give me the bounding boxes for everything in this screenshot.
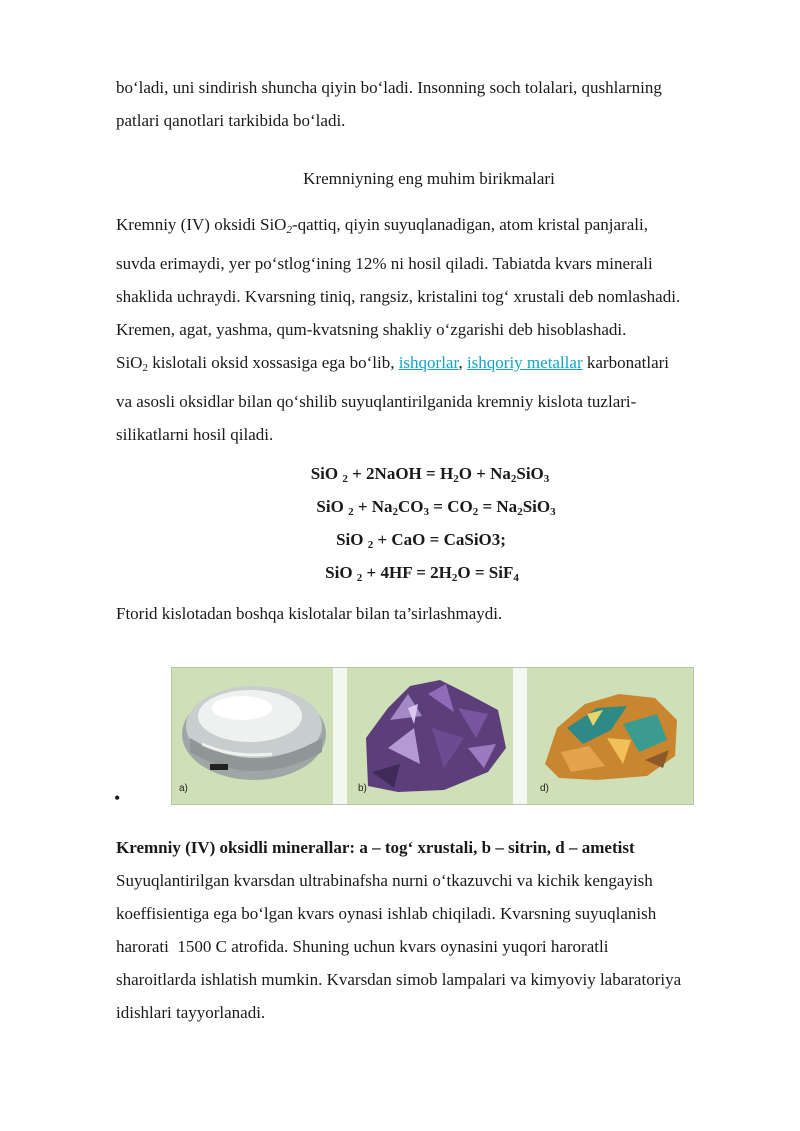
silicon-oxide-paragraph bbox=[116, 208, 756, 451]
eq-part: = CO bbox=[429, 497, 473, 516]
para2-line-4: Kremen, agat, yashma, qum-kvatsning shakliy o‘zgarishi deb hisoblashadi. bbox=[116, 320, 627, 339]
equation-2 bbox=[6, 493, 800, 526]
text-span: karbonatlari bbox=[582, 353, 670, 372]
subscript: 3 bbox=[423, 506, 430, 518]
section-heading: Kremniyning eng muhim birikmalari bbox=[303, 169, 555, 188]
para4-line-1: Suyuqlantirilgan kvarsdan ultrabinafsha nurni o‘tkazuvchi va kichik kengayish bbox=[116, 871, 653, 890]
subscript: 2 bbox=[367, 539, 374, 551]
subscript: 4 bbox=[513, 572, 519, 584]
quartz-glass-paragraph bbox=[116, 864, 756, 1029]
panel-label-a: a) bbox=[179, 783, 188, 794]
para2-line-3: shaklida uchraydi. Kvarsning tiniq, rangsiz, kristalini tog‘ xrustali deb nomlashadi. bbox=[116, 287, 681, 306]
eq-part: CO bbox=[398, 497, 424, 516]
subscript: 2 bbox=[348, 506, 354, 518]
subscript: 2 bbox=[510, 473, 517, 485]
eq-part: SiO bbox=[310, 464, 343, 483]
subscript: 2 bbox=[286, 224, 292, 236]
minerals-figure bbox=[171, 667, 694, 805]
subscript: 3 bbox=[543, 473, 550, 485]
panel-label-b: b) bbox=[358, 783, 367, 794]
list-bullet: • bbox=[114, 788, 121, 808]
subscript: 3 bbox=[550, 506, 556, 518]
para2-line-6: va asosli oksidlar bilan qo‘shilib suyuqlantirilganida kremniy kislota tuzlari- bbox=[116, 392, 637, 411]
subscript: 2 bbox=[142, 362, 148, 374]
subscript: 2 bbox=[356, 572, 363, 584]
equation-1 bbox=[0, 460, 800, 493]
panel-label-d: d) bbox=[540, 783, 549, 794]
panel-separator bbox=[513, 668, 527, 804]
text-span: -qattiq, qiyin suyuqlanadigan, atom kristal panjarali, bbox=[291, 215, 648, 234]
intro-paragraph bbox=[116, 71, 756, 137]
eq-part: SiO bbox=[325, 563, 357, 582]
eq-part: + 4HF = 2H bbox=[362, 563, 452, 582]
para2-line-5 bbox=[116, 346, 756, 385]
intro-line-1: bo‘ladi, uni sindirish shuncha qiyin bo‘ladi. Insonning soch tolalari, qushlarning bbox=[116, 78, 662, 97]
eq-part: O + Na bbox=[458, 464, 511, 483]
eq-part: O = SiF bbox=[457, 563, 514, 582]
para2-line-7: silikatlarni hosil qiladi. bbox=[116, 425, 274, 444]
panel-separator bbox=[333, 668, 347, 804]
para4-line-3: harorati 1500 C atrofida. Shuning uchun kvars oynasini yuqori haroratli bbox=[116, 937, 609, 956]
text-span: , bbox=[458, 353, 467, 372]
amethyst-cluster-image bbox=[348, 668, 518, 804]
subscript: 2 bbox=[453, 473, 459, 485]
text-span: SiO bbox=[116, 353, 143, 372]
eq-part: = Na bbox=[478, 497, 518, 516]
equation-3 bbox=[0, 526, 800, 559]
para2-line-1 bbox=[116, 208, 756, 247]
text-span: Kremniy (IV) oksidi SiO bbox=[116, 215, 287, 234]
eq-part: + CaO = CaSiO3; bbox=[373, 530, 506, 549]
eq-part: SiO bbox=[522, 497, 551, 516]
eq-part: + Na bbox=[353, 497, 393, 516]
text-span: kislotali oksid xossasiga ega bo‘lib, bbox=[147, 353, 399, 372]
subscript: 2 bbox=[451, 572, 458, 584]
subscript: 2 bbox=[342, 473, 348, 485]
para2-line-2: suvda erimaydi, yer po‘stlog‘ining 12% ni hosil qiladi. Tabiatda kvars minerali bbox=[116, 254, 653, 273]
rock-crystal-image bbox=[172, 668, 332, 804]
subscript: 2 bbox=[472, 506, 479, 518]
para4-line-2: koeffisientiga ega bo‘lgan kvars oynasi ishlab chiqiladi. Kvarsning suyuqlanish bbox=[116, 904, 657, 923]
eq-part: SiO bbox=[516, 464, 544, 483]
link-ishqorlar[interactable]: ishqorlar bbox=[398, 353, 459, 372]
agate-mineral-image bbox=[527, 668, 693, 804]
intro-line-2: patlari qanotlari tarkibida bo‘ladi. bbox=[116, 111, 346, 130]
link-ishqoriy-metallar[interactable]: ishqoriy metallar bbox=[466, 353, 583, 372]
equation-4 bbox=[0, 559, 800, 592]
eq-part: SiO bbox=[316, 497, 349, 516]
para4-line-4: sharoitlarda ishlatish mumkin. Kvarsdan simob lampalari va kimyoviy labaratoriya bbox=[116, 970, 682, 989]
subscript: 2 bbox=[392, 506, 399, 518]
subscript: 2 bbox=[517, 506, 523, 518]
eq-part: + 2NaOH = H bbox=[347, 464, 454, 483]
eq-part: SiO bbox=[336, 530, 368, 549]
fluoride-note: Ftorid kislotadan boshqa kislotalar bilan ta’sirlashmaydi. bbox=[116, 604, 503, 623]
para4-line-5: idishlari tayyorlanadi. bbox=[116, 1003, 266, 1022]
figure-caption: Kremniy (IV) oksidli minerallar: a – tog‘ xrustali, b – sitrin, d – ametist bbox=[116, 838, 635, 857]
